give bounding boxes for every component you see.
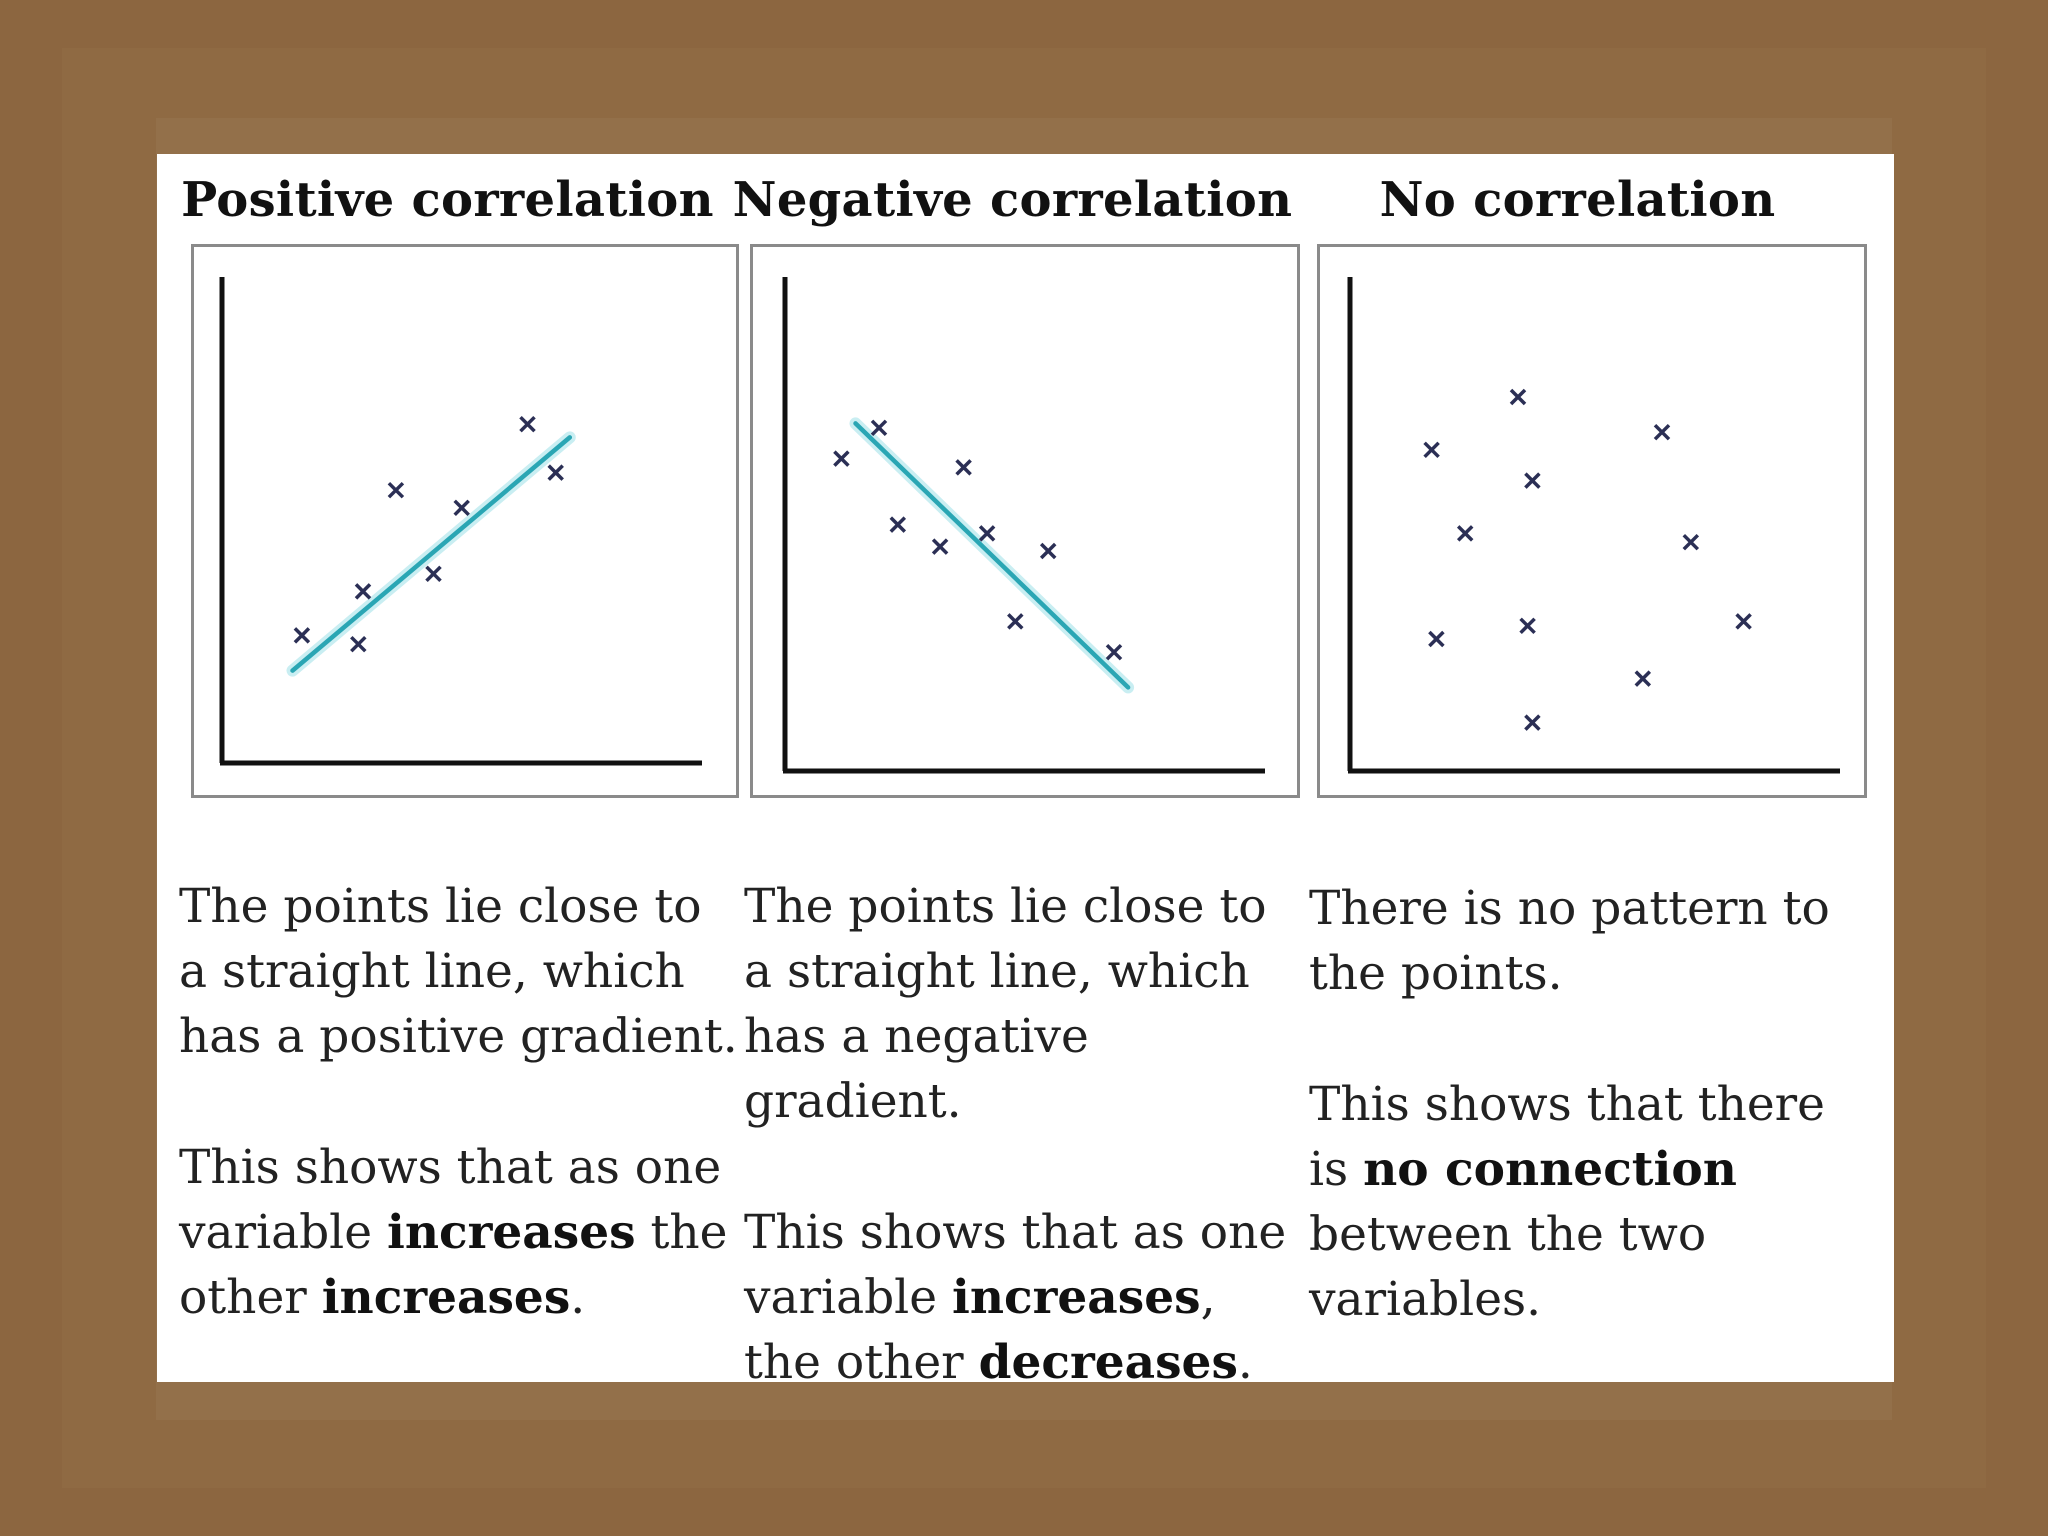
data-point [1511,390,1525,404]
negative-desc2-post: . [1237,1335,1253,1390]
data-point [957,460,971,474]
data-point [455,501,469,515]
negative-desc2-bold2: decreases [978,1335,1238,1390]
data-point [1458,526,1472,540]
none-desc2-bold1: no connection [1363,1142,1737,1197]
negative-desc2 [744,1200,1304,1395]
trend-line [293,437,570,670]
negative-desc2-pre: This shows that as one variable [744,1205,1287,1325]
data-point [1521,619,1535,633]
data-point [1429,632,1443,646]
positive-desc2-bold1: increases [386,1205,636,1260]
data-point [1107,645,1121,659]
positive-desc2 [179,1135,739,1330]
negative-plot [750,244,1300,798]
data-point [891,518,905,532]
none-desc2-pre: This shows that there is [1309,1077,1825,1197]
data-point [351,637,365,651]
data-point [933,540,947,554]
none-scatter-svg [1320,247,1870,801]
data-point [295,628,309,642]
negative-column [730,154,1295,1390]
data-point [521,417,535,431]
data-point [1655,425,1669,439]
positive-description [179,874,739,1396]
negative-description [744,874,1304,1461]
data-point [389,483,403,497]
positive-desc2-mid: the other [179,1205,728,1325]
positive-desc1: The points lie close to a straight line, which has a positive gradient. [179,879,738,1064]
data-point [427,567,441,581]
data-point [1737,614,1751,628]
none-description [1309,876,1869,1398]
none-desc2-mid: between the two variables. [1309,1207,1707,1327]
negative-title: Negative correlation [732,172,1293,228]
positive-column [165,154,738,1382]
data-point [980,526,994,540]
none-title: No correlation [1379,172,1776,228]
none-plot [1317,244,1867,798]
negative-desc1: The points lie close to a straight line, which has a negative gradient. [744,879,1267,1129]
data-point [834,452,848,466]
data-point [1008,614,1022,628]
negative-scatter-svg [753,247,1303,801]
data-point [549,466,563,480]
positive-title: Positive correlation [181,172,714,228]
data-point [1425,443,1439,457]
trend-line [856,423,1129,687]
correlation-figure [157,154,1894,1390]
positive-desc2-post: . [570,1270,586,1325]
positive-plot [191,244,739,798]
positive-scatter-svg [194,247,742,801]
data-point [1525,716,1539,730]
positive-desc2-bold2: increases [321,1270,571,1325]
none-column [1295,154,1885,1382]
data-point [356,584,370,598]
data-point [1041,544,1055,558]
none-desc2 [1309,1072,1869,1332]
negative-desc2-bold1: increases [951,1270,1201,1325]
data-point [872,421,886,435]
negative-desc2-mid: , the other [744,1270,1216,1390]
none-desc1: There is no pattern to the points. [1309,881,1830,1001]
data-point [1525,474,1539,488]
positive-desc2-pre: This shows that as one variable [179,1140,722,1260]
data-point [1684,535,1698,549]
data-point [1636,672,1650,686]
